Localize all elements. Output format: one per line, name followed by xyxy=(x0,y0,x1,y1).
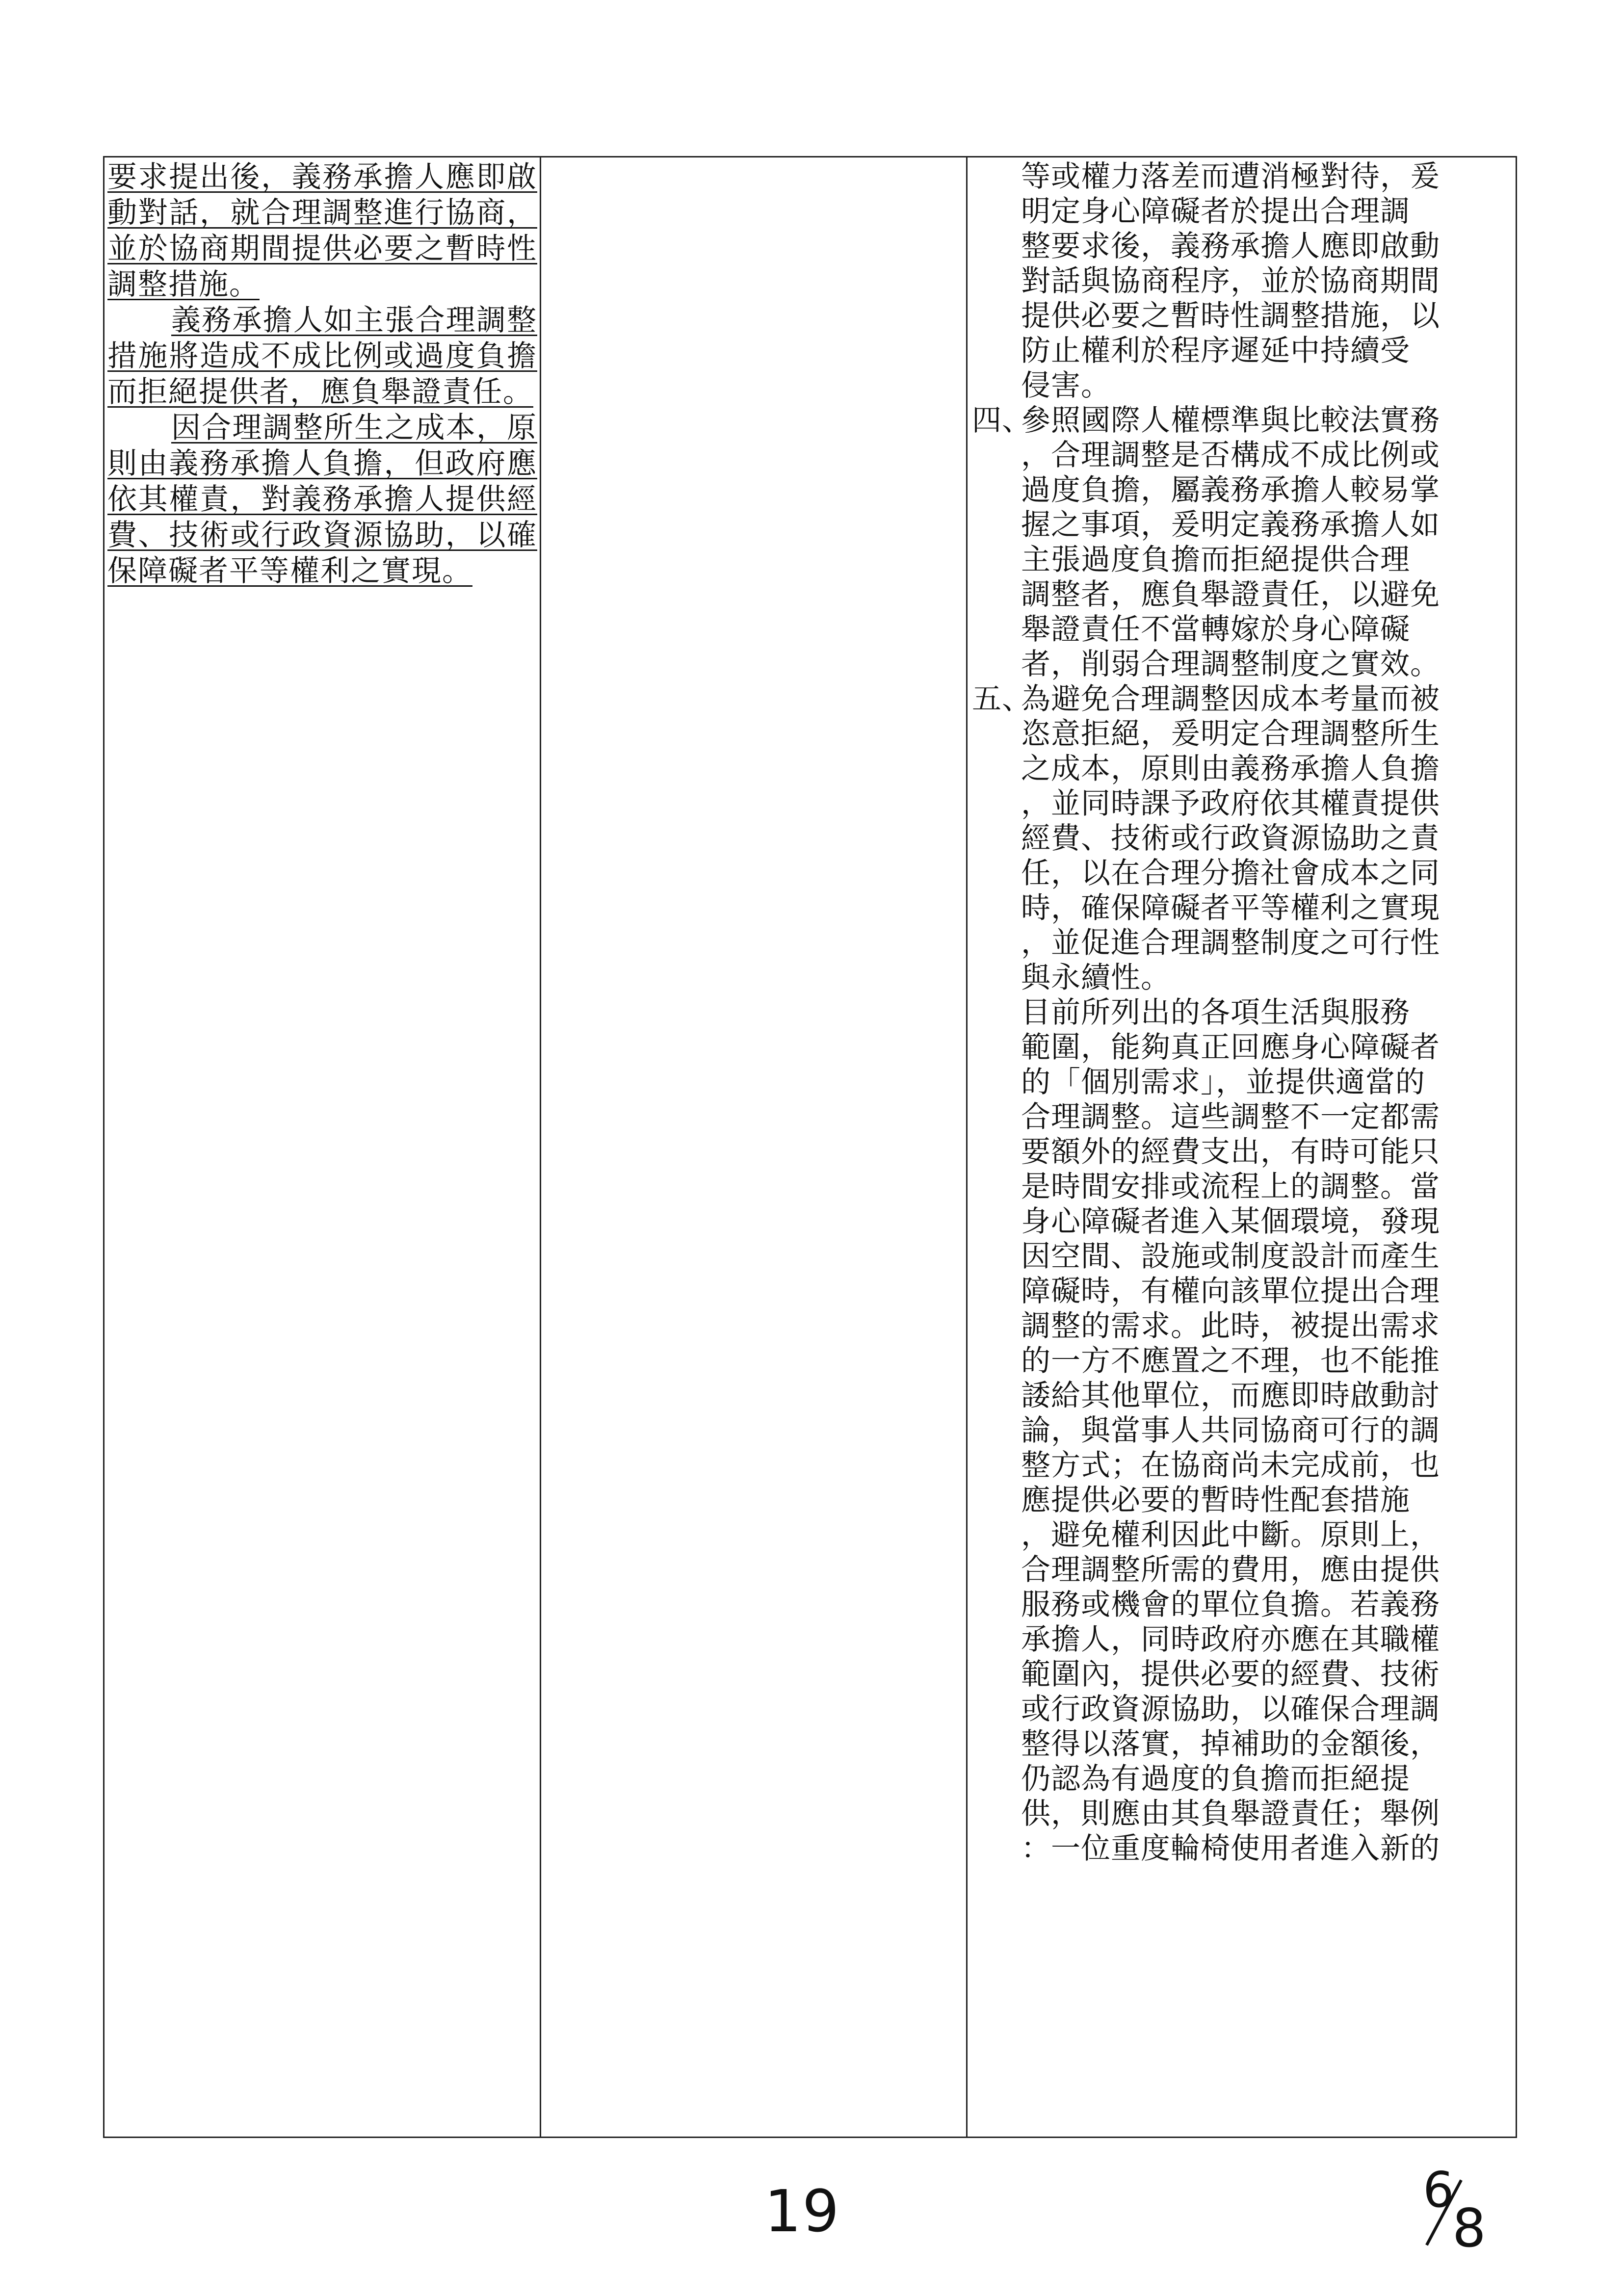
text-line: 侵害。 xyxy=(1021,368,1111,403)
text-line: 身心障礙者進入某個環境，發現 xyxy=(1021,1204,1440,1239)
text-line: 諉給其他單位，而應即時啟動討 xyxy=(1021,1379,1440,1413)
text-line: 整方式；在協商尚未完成前，也 xyxy=(1021,1448,1440,1483)
text-line: 時，確保障礙者平等權利之實現 xyxy=(1021,891,1440,925)
text-line: 要額外的經費支出，有時可能只 xyxy=(1021,1135,1440,1169)
explanation-item-four xyxy=(972,403,1516,682)
text-line: ，並同時課予政府依其權責提供 xyxy=(1021,786,1440,821)
amended-text-column xyxy=(107,159,537,589)
text-line: 任，以在合理分擔社會成本之同 xyxy=(1021,856,1440,890)
text-line: 合理調整所需的費用，應由提供 xyxy=(1021,1553,1440,1587)
text-line: 應提供必要的暫時性配套措施 xyxy=(1021,1483,1410,1517)
text-line: 範圍，能夠真正回應身心障礙者 xyxy=(1021,1030,1440,1065)
amended-paragraph: 要求提出後，義務承擔人應即啟動對話，就合理調整進行協商，並於協商期間提供必要之暫時性調整措施。 xyxy=(107,160,537,302)
text-line: 障礙時，有權向該單位提出合理 xyxy=(1021,1274,1440,1308)
text-line: 目前所列出的各項生活與服務 xyxy=(1021,995,1410,1030)
explanation-closing xyxy=(972,995,1516,1866)
sheet-mark-bottom: 8 xyxy=(1452,2198,1486,2259)
text-line: 範圍內，提供必要的經費、技術 xyxy=(1021,1657,1440,1692)
text-line: 供，則應由其負舉證責任；舉例 xyxy=(1021,1797,1440,1831)
text-line: 是時間安排或流程上的調整。當 xyxy=(1021,1170,1440,1204)
text-line: 承擔人，同時政府亦應在其職權 xyxy=(1021,1622,1440,1657)
text-line: ：一位重度輪椅使用者進入新的 xyxy=(1021,1831,1440,1866)
text-line: 調整者，應負舉證責任，以避免 xyxy=(1021,577,1440,612)
text-line: 對話與協商程序，並於協商期間 xyxy=(1021,264,1440,298)
page-number: 19 xyxy=(764,2177,840,2245)
item-number: 四、 xyxy=(972,403,1032,438)
text-line: 等或權力落差而遭消極對待，爰 xyxy=(1021,159,1440,194)
text-line: 明定身心障礙者於提出合理調 xyxy=(1021,194,1410,229)
text-line: 者，削弱合理調整制度之實效。 xyxy=(1021,647,1440,681)
text-line: 整得以落實，掉補助的金額後， xyxy=(1021,1727,1440,1761)
text-line: 提供必要之暫時性調整措施，以 xyxy=(1021,299,1440,333)
text-line: 之成本，原則由義務承擔人負擔 xyxy=(1021,752,1440,786)
text-line: ，合理調整是否構成不成比例或 xyxy=(1021,438,1440,472)
text-line: ，並促進合理調整制度之可行性 xyxy=(1021,926,1440,960)
text-line: 恣意拒絕，爰明定合理調整所生 xyxy=(1021,717,1440,751)
text-line: 防止權利於程序遲延中持續受 xyxy=(1021,334,1410,368)
sheet-mark-top: 6 xyxy=(1423,2161,1454,2218)
text-line: 因空間、設施或制度設計而產生 xyxy=(1021,1239,1440,1274)
text-line: 調整的需求。此時，被提出需求 xyxy=(1021,1309,1440,1343)
text-line: 舉證責任不當轉嫁於身心障礙 xyxy=(1021,612,1410,647)
text-line: 整要求後，義務承擔人應即啟動 xyxy=(1021,229,1440,263)
text-line: 或行政資源協助，以確保合理調 xyxy=(1021,1692,1440,1726)
text-line: 與永續性。 xyxy=(1021,961,1171,995)
text-line: 服務或機會的單位負擔。若義務 xyxy=(1021,1588,1440,1622)
comparison-table xyxy=(103,156,1517,2138)
explanation-column xyxy=(972,159,1516,1866)
amended-paragraph: 因合理調整所生之成本，原則由義務承擔人負擔，但政府應依其權責，對義務承擔人提供經費、技術或行政資源協助，以確保障礙者平等權利之實現。 xyxy=(107,411,537,588)
text-line: 論，與當事人共同協商可行的調 xyxy=(1021,1413,1440,1448)
column-divider xyxy=(966,157,968,2137)
column-divider xyxy=(540,157,541,2137)
text-line: 的「個別需求」，並提供適當的 xyxy=(1021,1065,1425,1099)
explanation-intro xyxy=(972,159,1516,403)
sheet-mark xyxy=(1418,2161,1492,2259)
text-line: 的一方不應置之不理，也不能推 xyxy=(1021,1344,1440,1378)
text-line: 主張過度負擔而拒絕提供合理 xyxy=(1021,543,1410,577)
amended-paragraph: 義務承擔人如主張合理調整措施將造成不成比例或過度負擔而拒絕提供者，應負舉證責任。 xyxy=(107,303,537,409)
text-line: 五、為避免合理調整因成本考量而被 xyxy=(972,682,1440,716)
text-line: 合理調整。這些調整不一定都需 xyxy=(1021,1100,1440,1134)
explanation-item-five xyxy=(972,682,1516,995)
text-line: ，避免權利因此中斷。原則上， xyxy=(1021,1518,1440,1552)
item-number: 五、 xyxy=(972,682,1032,716)
text-line: 仍認為有過度的負擔而拒絕提 xyxy=(1021,1762,1410,1796)
text-line: 握之事項，爰明定義務承擔人如 xyxy=(1021,508,1440,542)
text-line: 過度負擔，屬義務承擔人較易掌 xyxy=(1021,473,1440,507)
text-line: 四、參照國際人權標準與比較法實務 xyxy=(972,403,1440,438)
text-line: 經費、技術或行政資源協助之責 xyxy=(1021,821,1440,856)
